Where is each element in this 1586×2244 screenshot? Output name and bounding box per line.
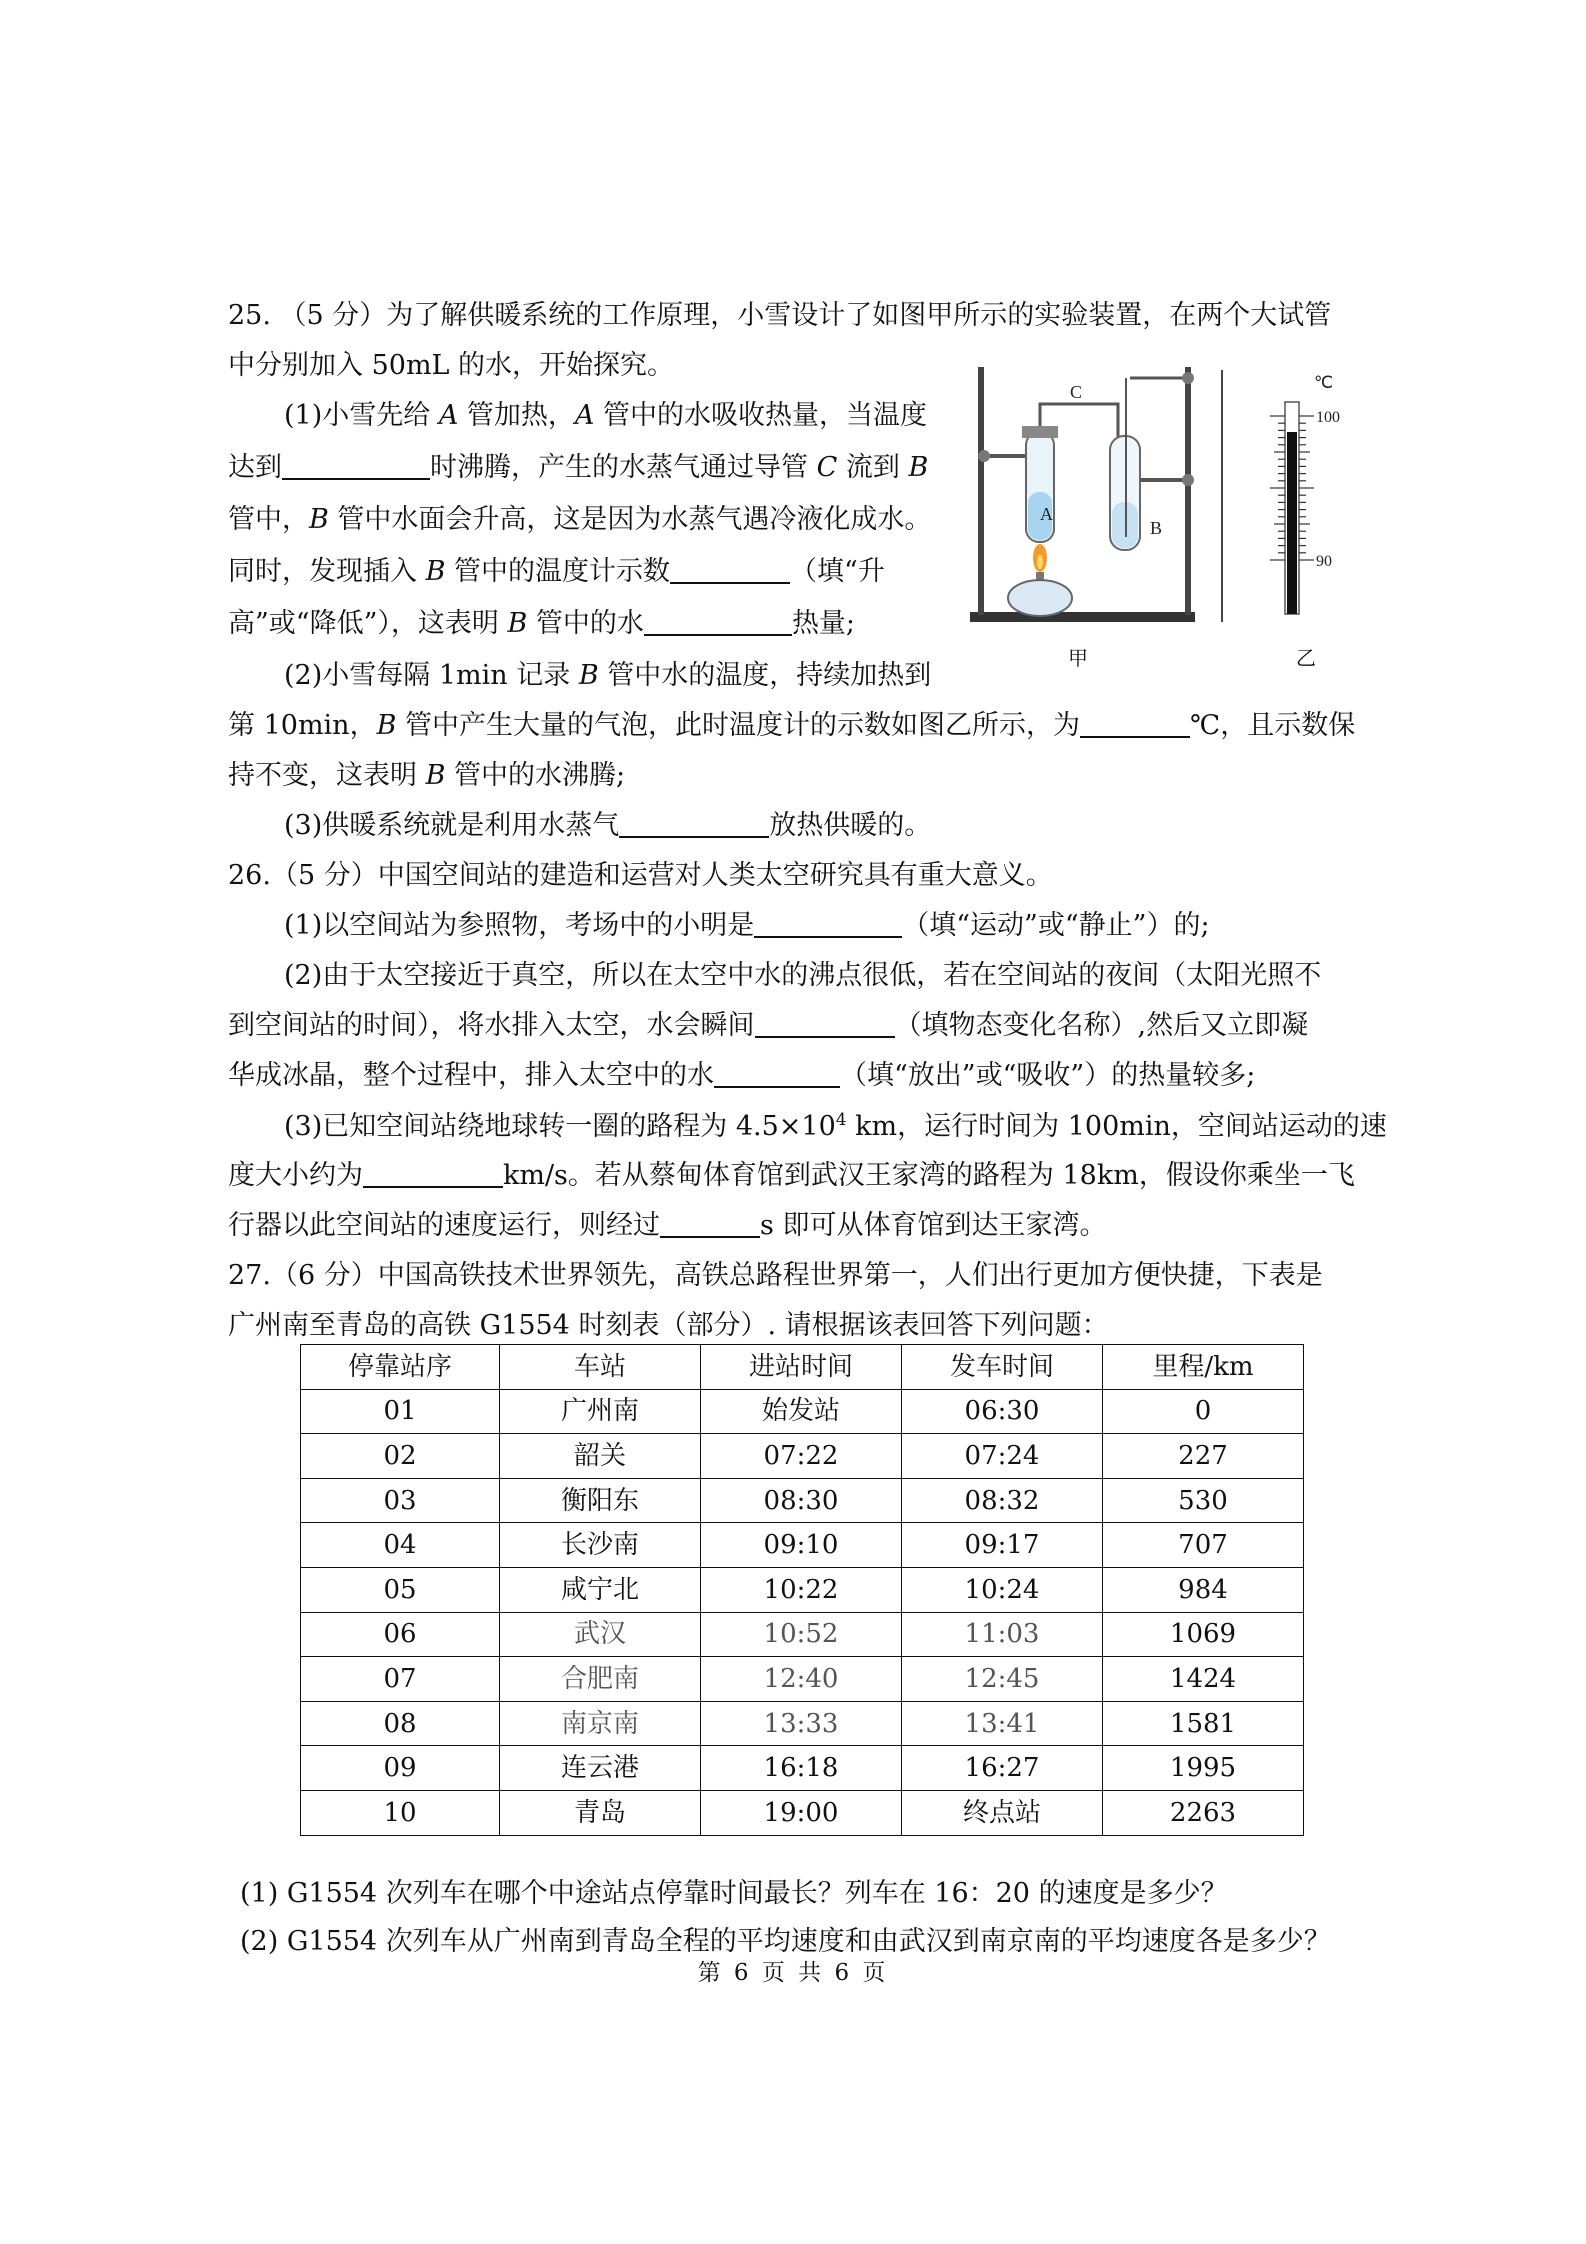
q25-part3: (3)供暖系统就是利用水蒸气 放热供暖的。 [284, 810, 932, 841]
q25-part2-line1: (2)小雪每隔 1min 记录 B 管中水的温度，持续加热到 [284, 660, 932, 691]
answer-blank[interactable] [714, 1062, 840, 1088]
table-row: 02 韶关 07:22 07:24 227 [301, 1434, 1304, 1479]
q25-part1-line1: (1)小雪先给 A 管加热，A 管中的水吸收热量，当温度 [284, 400, 928, 431]
table-row: 09 连云港 16:18 16:27 1995 [301, 1746, 1304, 1791]
answer-blank[interactable] [1080, 712, 1190, 738]
figure-label-jia: 甲 [1068, 646, 1088, 670]
alcohol-lamp [1008, 580, 1072, 616]
q25-part2-line3: 持不变，这表明 B 管中的水沸腾; [228, 760, 626, 791]
answer-blank[interactable] [755, 1012, 895, 1038]
stand-base-right [1090, 612, 1195, 622]
table-row: 03 衡阳东 08:30 08:32 530 [301, 1478, 1304, 1523]
q26-part2-line1: (2)由于太空接近于真空，所以在太空中水的沸点很低，若在空间站的夜间（太阳光照不 [284, 960, 1322, 991]
q25-part1-line5: 高”或“降低”），这表明 B 管中的水 热量; [228, 608, 856, 639]
q27-sub1: (1) G1554 次列车在哪个中途站点停靠时间最长？列车在 16：20 的速度是多少？ [240, 1878, 1228, 1909]
answer-blank[interactable] [754, 912, 902, 938]
thermometer-liquid [1287, 432, 1297, 614]
table-row: 06 武汉 10:52 11:03 1069 [301, 1612, 1304, 1657]
q25-intro-line1: 25. （5 分）为了解供暖系统的工作原理，小雪设计了如图甲所示的实验装置，在两个大试管 [228, 300, 1332, 331]
q26-intro: 26.（5 分）中国空间站的建造和运营对人类太空研究具有重大意义。 [228, 860, 1053, 891]
table-row: 01 广州南 始发站 06:30 0 [301, 1389, 1304, 1434]
q26-part2-line3: 华成冰晶，整个过程中，排入太空中的水 （填“放出”或“吸收”）的热量较多; [228, 1060, 1256, 1091]
col-header: 里程/km [1103, 1345, 1304, 1390]
answer-blank[interactable] [660, 1212, 760, 1238]
q27-intro-line2: 广州南至青岛的高铁 G1554 时刻表（部分）. 请根据该表回答下列问题： [228, 1310, 1109, 1341]
label-c: C [1070, 382, 1083, 402]
q25-part2-line2: 第 10min，B 管中产生大量的气泡，此时温度计的示数如图乙所示，为 ℃，且示数保 [228, 710, 1356, 741]
q27-sub2: (2) G1554 次列车从广州南到青岛全程的平均速度和由武汉到南京南的平均速度各是多少？ [240, 1926, 1331, 1957]
q25-part1-line2: 达到 时沸腾，产生的水蒸气通过导管 C 流到 B [228, 452, 929, 483]
stand-rod-right [1185, 367, 1191, 615]
answer-blank[interactable] [282, 454, 430, 480]
page-footer: 第 6 页 共 6 页 [697, 1960, 889, 1986]
timetable [300, 1344, 1304, 1836]
q26-part3-line1: (3)已知空间站绕地球转一圈的路程为 $4.5\times 10^4$ km，运行时间为 100min，空间站运动的速 [284, 1110, 1387, 1142]
answer-blank[interactable] [644, 610, 792, 636]
q26-part2-line2: 到空间站的时间），将水排入太空，水会瞬间 （填物态变化名称）,然后又立即凝 [228, 1010, 1309, 1041]
label-a: A [1040, 504, 1053, 524]
table-row: 04 长沙南 09:10 09:17 707 [301, 1523, 1304, 1568]
q26-part3-line2: 度大小约为 km/s。若从蔡甸体育馆到武汉王家湾的路程为 18km，假设你乘坐一飞 [228, 1160, 1355, 1191]
table-row: 10 青岛 19:00 终点站 2263 [301, 1790, 1304, 1835]
col-header: 停靠站序 [301, 1345, 500, 1390]
table-row: 08 南京南 13:33 13:41 1581 [301, 1701, 1304, 1746]
q25-part1-line4: 同时，发现插入 B 管中的温度计示数 （填“升 [228, 556, 885, 587]
answer-blank[interactable] [619, 812, 769, 838]
thermo-90: 90 [1316, 553, 1332, 570]
stand-rod-left [978, 367, 984, 615]
q25-part1-line3: 管中，B 管中水面会升高，这是因为水蒸气遇冷液化成水。 [228, 504, 932, 535]
q27-intro-line1: 27.（6 分）中国高铁技术世界领先，高铁总路程世界第一，人们出行更加方便快捷，下表是 [228, 1260, 1323, 1291]
q25-intro-line2: 中分别加入 50mL 的水，开始探究。 [228, 350, 675, 381]
label-b: B [1150, 518, 1163, 538]
col-header: 进站时间 [701, 1345, 902, 1390]
apparatus-diagram [960, 362, 1380, 672]
figure-label-yi: 乙 [1296, 646, 1316, 670]
table-header-row [301, 1345, 1304, 1390]
thermo-100: 100 [1316, 409, 1340, 426]
table-row: 05 咸宁北 10:22 10:24 984 [301, 1567, 1304, 1612]
col-header: 车站 [500, 1345, 701, 1390]
answer-blank[interactable] [670, 558, 790, 584]
answer-blank[interactable] [363, 1162, 503, 1188]
thermo-unit: ℃ [1314, 373, 1334, 392]
q25-figures [960, 362, 1380, 679]
col-header: 发车时间 [902, 1345, 1103, 1390]
q26-part1: (1)以空间站为参照物，考场中的小明是 （填“运动”或“静止”）的; [284, 910, 1210, 941]
table-row: 07 合肥南 12:40 12:45 1424 [301, 1657, 1304, 1702]
q26-part3-line3: 行器以此空间站的速度运行，则经过 s 即可从体育馆到达王家湾。 [228, 1210, 1107, 1241]
